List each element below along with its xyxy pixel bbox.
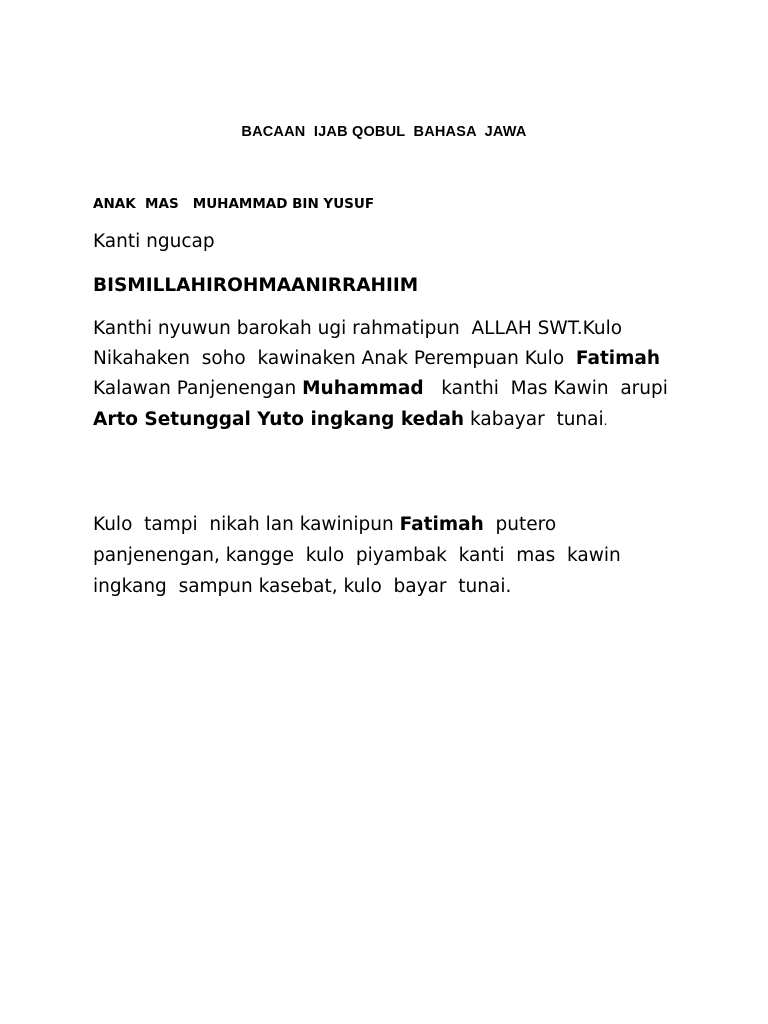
groom-name: Muhammad (302, 378, 424, 399)
ijab-line-2 (93, 347, 660, 371)
document-title: BACAAN IJAB QOBUL BAHASA JAWA (241, 124, 527, 140)
ijab-line-3 (93, 377, 668, 401)
basmalah-text: BISMILLAHIROHMAANIRRAHIIM (93, 275, 419, 296)
qobul-line-1-text: Kulo tampi nikah lan kawinipun (93, 514, 400, 535)
ijab-line-1: Kanthi nyuwun barokah ugi rahmatipun ALLAH SWT.Kulo (93, 318, 623, 339)
document-subtitle: ANAK MAS MUHAMMAD BIN YUSUF (93, 196, 375, 212)
dowry-text: Arto Setunggal Yuto ingkang kedah (93, 409, 465, 430)
ijab-line-2-text: Nikahaken soho kawinaken Anak Perempuan Kulo (93, 348, 576, 369)
qobul-line-1-rest: putero (483, 514, 557, 535)
qobul-line-2: panjenengan, kangge kulo piyambak kanti mas kawin (93, 545, 621, 566)
ijab-line-4-rest: kabayar tunai (464, 409, 604, 430)
qobul-line-1 (93, 513, 556, 537)
ijab-line-3-rest: kanthi Mas Kawin arupi (423, 378, 668, 399)
bride-name: Fatimah (575, 348, 661, 369)
qobul-bride-name: Fatimah (399, 514, 484, 535)
ijab-line-3-text: Kalawan Panjenengan (93, 378, 303, 399)
qobul-line-3: ingkang sampun kasebat, kulo bayar tunai. (93, 576, 512, 597)
ijab-line-4-end: . (603, 414, 608, 428)
intro-text: Kanti ngucap (93, 231, 215, 252)
ijab-line-4 (93, 408, 607, 433)
